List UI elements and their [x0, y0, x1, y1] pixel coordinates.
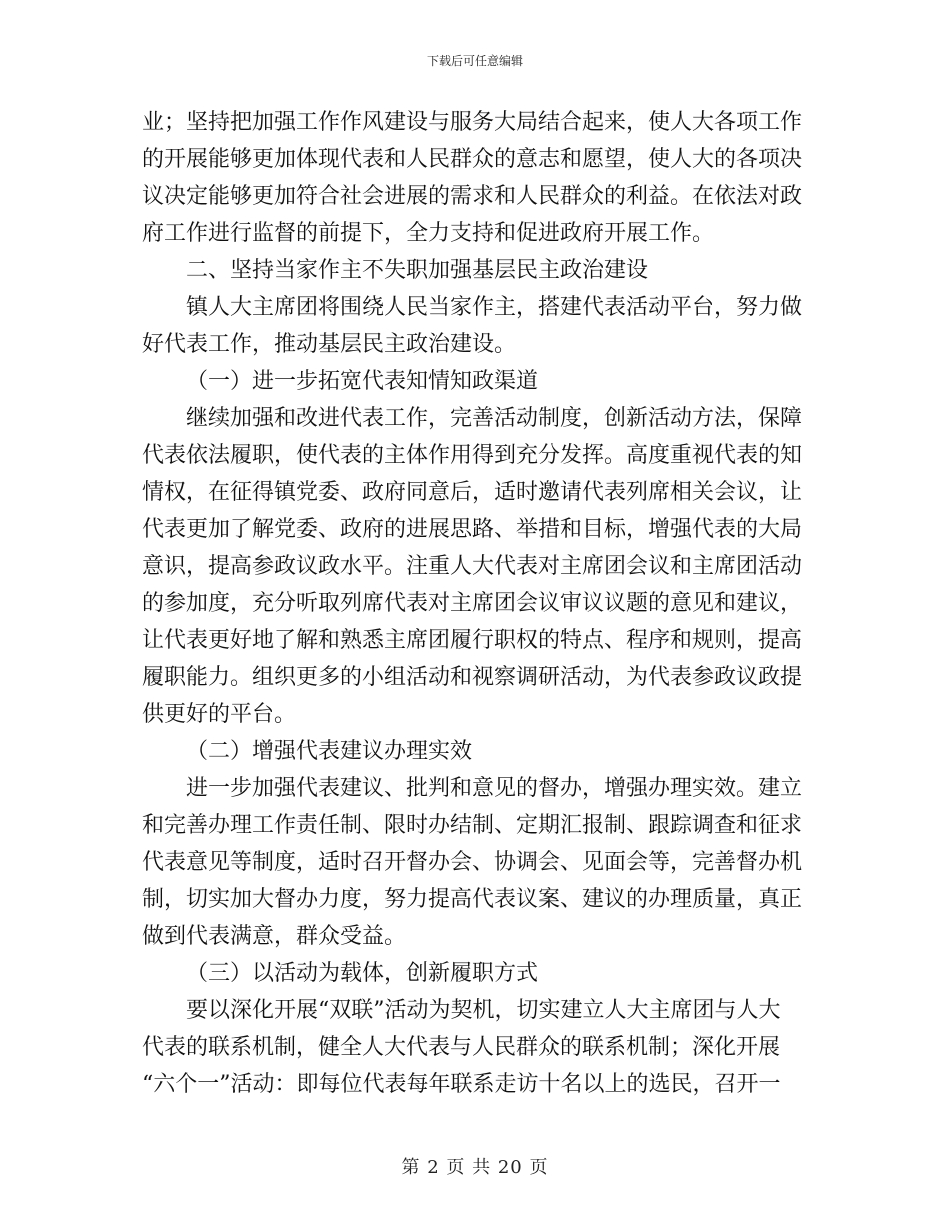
body-line: 业；坚持把加强工作作风建设与服务大局结合起来，使人大各项工作	[142, 110, 803, 135]
body-line: 的参加度，充分听取列席代表对主席团会议审议议题的意见和建议，	[142, 591, 803, 616]
page-number-footer: 第 2 页 共 20 页	[401, 1157, 549, 1178]
body-line: 和完善办理工作责任制、限时办结制、定期汇报制、跟踪调查和征求	[142, 813, 803, 838]
section-heading: 二、坚持当家作主不失职加强基层民主政治建设	[186, 258, 649, 283]
body-line: 继续加强和改进代表工作，完善活动制度，创新活动方法，保障	[186, 406, 803, 431]
subsection-heading: （三）以活动为载体，创新履职方式	[186, 961, 539, 986]
body-line: 好代表工作，推动基层民主政治建设。	[142, 332, 517, 357]
body-line: 供更好的平台。	[142, 702, 297, 727]
subsection-heading: （二）增强代表建议办理实效	[186, 739, 473, 764]
body-line: 要以深化开展“双联”活动为契机，切实建立人大主席团与人大	[186, 998, 781, 1023]
body-line: 制，切实加大督办力度，努力提高代表议案、建议的办理质量，真正	[142, 887, 803, 912]
body-line: 进一步加强代表建议、批判和意见的督办，增强办理实效。建立	[186, 776, 803, 801]
body-line: 议决定能够更加符合社会进展的需求和人民群众的利益。在依法对政	[142, 184, 803, 209]
page-header: 下载后可任意编辑	[426, 54, 523, 68]
body-line: “六个一”活动：即每位代表每年联系走访十名以上的选民，召开一	[142, 1072, 781, 1097]
subsection-heading: （一）进一步拓宽代表知情知政渠道	[186, 369, 539, 394]
body-line: 府工作进行监督的前提下，全力支持和促进政府开展工作。	[142, 221, 715, 246]
body-line: 履职能力。组织更多的小组活动和视察调研活动，为代表参政议政提	[142, 665, 803, 690]
document-body	[142, 104, 808, 1103]
body-line: 代表更加了解党委、政府的进展思路、举措和目标，增强代表的大局	[142, 517, 803, 542]
body-line: 让代表更好地了解和熟悉主席团履行职权的特点、程序和规则，提高	[142, 628, 803, 653]
body-line: 镇人大主席团将围绕人民当家作主，搭建代表活动平台，努力做	[186, 295, 803, 320]
body-line: 意识，提高参政议政水平。注重人大代表对主席团会议和主席团活动	[142, 554, 803, 579]
body-line: 的开展能够更加体现代表和人民群众的意志和愿望，使人大的各项决	[142, 147, 803, 172]
body-line: 代表的联系机制，健全人大代表与人民群众的联系机制；深化开展	[142, 1035, 781, 1060]
body-line: 情权，在征得镇党委、政府同意后，适时邀请代表列席相关会议，让	[142, 480, 803, 505]
body-line: 代表意见等制度，适时召开督办会、协调会、见面会等，完善督办机	[142, 850, 803, 875]
body-line: 做到代表满意，群众受益。	[142, 924, 407, 949]
body-line: 代表依法履职，使代表的主体作用得到充分发挥。高度重视代表的知	[142, 443, 803, 468]
